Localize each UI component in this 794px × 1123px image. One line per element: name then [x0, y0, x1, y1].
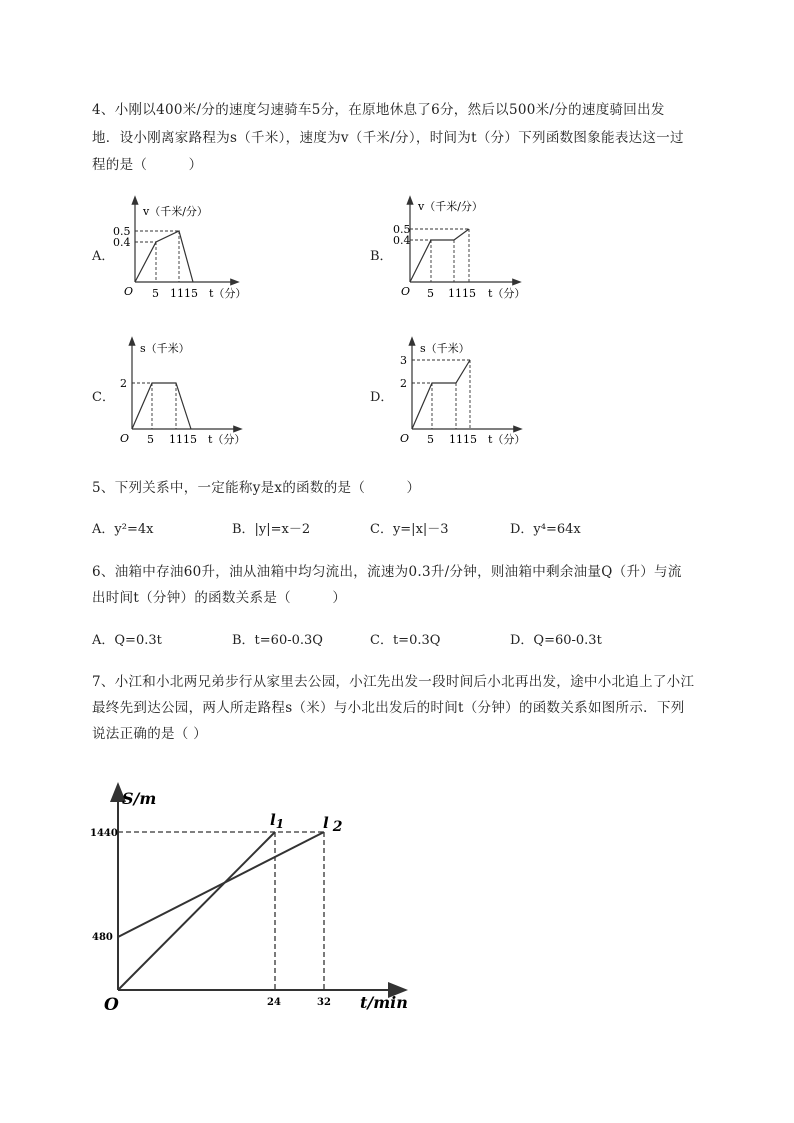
q7-line-2: 最终先到达公园，两人所走路程s（米）与小北出发后的时间t（分钟）的函数关系如图所示．下列 — [92, 700, 685, 716]
origin-label: O — [120, 432, 130, 445]
q5-option-c: C．y=|x|－3 — [370, 522, 449, 537]
q6-option-b: B．t=60-0.3Q — [232, 633, 323, 648]
y-tick-3: 3 — [400, 354, 407, 367]
y-tick-0.5: 0.5 — [113, 225, 131, 238]
y-tick-0.5: 0.5 — [393, 223, 411, 236]
x-tick-32: 32 — [317, 997, 331, 1008]
q4-option-b-label: B． — [370, 249, 393, 264]
q5-text: 5、下列关系中，一定能称y是x的函数的是（ ） — [92, 480, 421, 496]
x-axis-label: t（分） — [488, 287, 526, 300]
line-l2 — [118, 832, 324, 937]
y-tick-2: 2 — [400, 377, 407, 390]
y-tick-0.4: 0.4 — [393, 234, 411, 247]
q6-option-a: A．Q=0.3t — [92, 633, 162, 648]
q4-graph-a — [110, 195, 250, 305]
q4-graph-b — [385, 195, 525, 305]
x-tick-5: 5 — [427, 433, 434, 446]
l1-label: $l_1$ — [270, 811, 285, 831]
x-tick-24: 24 — [267, 997, 281, 1008]
x-tick-5: 5 — [147, 433, 154, 446]
origin-label: O — [104, 995, 119, 1015]
q5-option-b: B．|y|=x－2 — [232, 522, 311, 537]
q4-option-d-label: D． — [370, 390, 394, 405]
q5-option-a: A．y²=4x — [92, 522, 154, 537]
x-axis-label: t（分） — [208, 433, 246, 446]
x-tick-11-15: 1115 — [449, 433, 477, 446]
series-line — [132, 383, 191, 429]
y-axis-label: v（千米/分） — [143, 205, 208, 218]
q6-line-1: 6、油箱中存油60升，油从油箱中均匀流出，流速为0.3升/分钟，则油箱中剩余油量Q（升）与流 — [92, 564, 682, 580]
l2-label: l 2 — [323, 814, 343, 835]
q4-graph-d — [390, 336, 530, 451]
y-tick-1440: 1440 — [90, 828, 118, 839]
origin-label: O — [124, 285, 134, 298]
x-tick-5: 5 — [152, 287, 159, 300]
origin-label: O — [400, 432, 410, 445]
series-line — [412, 360, 470, 429]
q6-option-d: D．Q=60-0.3t — [510, 633, 602, 648]
x-axis-label: t（分） — [488, 433, 526, 446]
x-tick-5: 5 — [427, 287, 434, 300]
q4-line-3: 程的是（ ） — [92, 157, 203, 173]
q4-option-a-label: A． — [92, 249, 115, 264]
x-tick-11-15: 1115 — [169, 433, 197, 446]
y-tick-480: 480 — [92, 932, 113, 943]
x-axis-label: t/min — [360, 993, 408, 1012]
line-l1 — [118, 832, 275, 990]
y-axis-label: v（千米/分） — [418, 200, 483, 213]
series-line — [135, 231, 193, 282]
x-tick-11-15: 1115 — [170, 287, 198, 300]
q6-option-c: C．t=0.3Q — [370, 633, 441, 648]
origin-label: O — [401, 285, 411, 298]
x-axis-label: t（分） — [209, 287, 247, 300]
q7-line-1: 7、小江和小北两兄弟步行从家里去公园，小江先出发一段时间后小北再出发，途中小北追上了小江 — [92, 674, 695, 690]
q4-graph-c — [110, 336, 250, 451]
x-tick-11-15: 1115 — [448, 287, 476, 300]
q7-line-3: 说法正确的是（ ） — [92, 726, 207, 742]
q4-option-c-label: C． — [92, 390, 115, 405]
y-axis-label: s（千米） — [140, 342, 190, 355]
y-tick-2: 2 — [120, 377, 127, 390]
y-axis-label: S/m — [122, 789, 157, 808]
series-line — [410, 229, 469, 282]
q4-line-2: 地．设小刚离家路程为s（千米），速度为v（千米/分），时间为t（分）下列函数图象能表达这一过 — [92, 130, 684, 146]
y-tick-0.4: 0.4 — [113, 236, 131, 249]
q4-line-1: 4、小刚以400米/分的速度匀速骑车5分，在原地休息了6分，然后以500米/分的速度骑回出发 — [92, 102, 665, 118]
q6-line-2: 出时间t（分钟）的函数关系是（ ） — [92, 590, 347, 606]
y-axis-label: s（千米） — [420, 342, 470, 355]
q7-graph — [80, 780, 420, 1020]
q5-option-d: D．y⁴=64x — [510, 522, 581, 537]
